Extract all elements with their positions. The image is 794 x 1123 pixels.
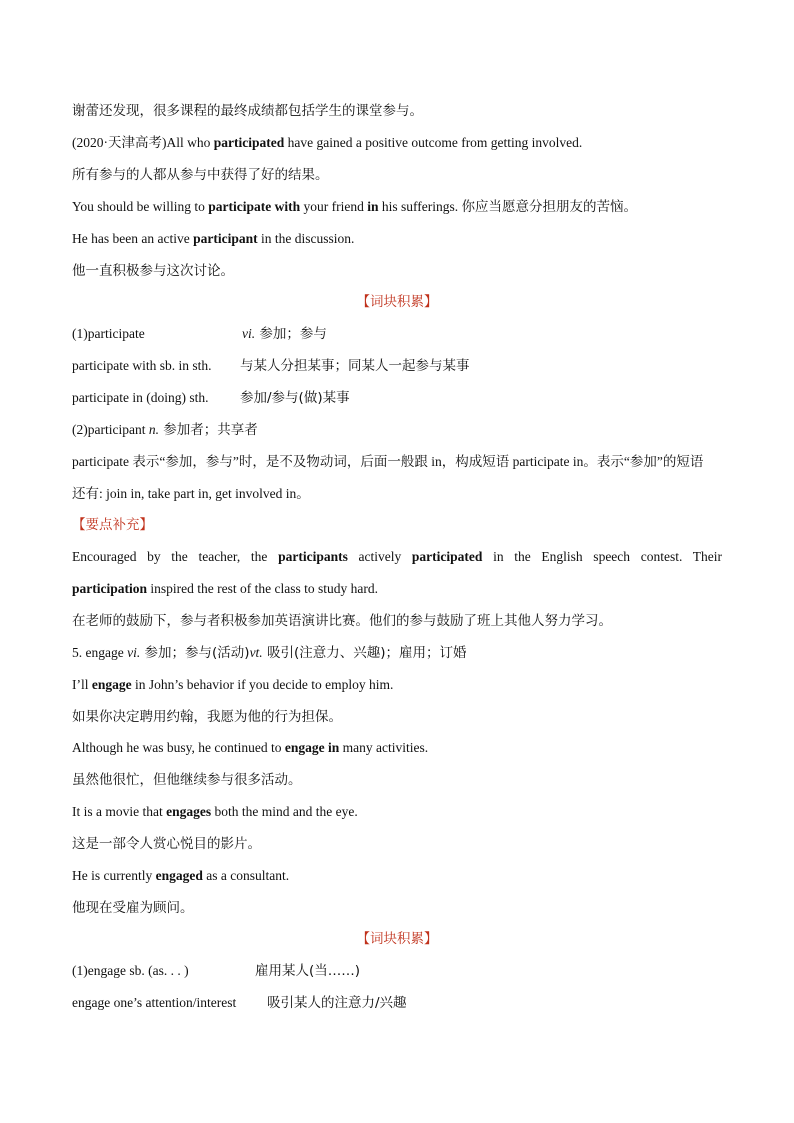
vocab-entry: (1)engage sb. (as. . . ) 雇用某人(当……) bbox=[72, 963, 361, 979]
translation-line: 如果你决定聘用约翰，我愿为他的行为担保。 bbox=[72, 709, 342, 725]
example-sentence: participation inspired the rest of the class to study hard. bbox=[72, 581, 378, 596]
translation-line: 所有参与的人都从参与中获得了好的结果。 bbox=[72, 167, 329, 183]
word-entry-engage: 5. engage vi. 参加；参与(活动)vt. 吸引(注意力、兴趣)；雇用；订婚 bbox=[72, 645, 467, 661]
translation-line: 在老师的鼓励下，参与者积极参加英语演讲比赛。他们的参与鼓励了班上其他人努力学习。 bbox=[72, 613, 612, 629]
vocab-entry: engage one’s attention/interest 吸引某人的注意力/兴趣 bbox=[72, 995, 407, 1011]
example-sentence: It is a movie that engages both the mind and the eye. bbox=[72, 804, 358, 819]
example-sentence: Although he was busy, he continued to engage in many activities. bbox=[72, 740, 429, 755]
translation-line: 虽然他很忙，但他继续参与很多活动。 bbox=[72, 772, 302, 788]
section-heading: 【词块积累】 bbox=[356, 931, 438, 947]
vocab-entry: participate with sb. in sth. 与某人分担某事；同某人一起参与某事 bbox=[72, 358, 470, 374]
example-sentence: He has been an active participant in the discussion. bbox=[72, 231, 355, 246]
example-sentence: Encouraged by the teacher, the participants actively participated in the English speech contest. Their bbox=[72, 549, 722, 564]
translation-line: 他一直积极参与这次讨论。 bbox=[72, 263, 234, 279]
example-sentence: I’ll engage in John’s behavior if you decide to employ him. bbox=[72, 677, 394, 692]
translation-line: 这是一部令人赏心悦目的影片。 bbox=[72, 836, 261, 852]
vocab-entry: participate in (doing) sth. 参加/参与(做)某事 bbox=[72, 390, 350, 406]
note-line: participate 表示“参加，参与”时，是不及物动词，后面一般跟 in，构成短语 participate in。表示“参加”的短语 bbox=[72, 454, 704, 469]
vocab-entry: (1)participate vi. 参加；参与 bbox=[72, 326, 327, 342]
example-sentence: (2020·天津高考)All who participated have gained a positive outcome from getting involved. bbox=[72, 135, 583, 150]
example-sentence: You should be willing to participate with your friend in his sufferings. 你应当愿意分担朋友的苦恼。 bbox=[72, 199, 638, 214]
section-heading: 【词块积累】 bbox=[356, 294, 438, 310]
note-line: 还有: join in, take part in, get involved in。 bbox=[72, 486, 310, 501]
text-line: 谢蕾还发现，很多课程的最终成绩都包括学生的课堂参与。 bbox=[72, 103, 423, 119]
translation-line: 他现在受雇为顾问。 bbox=[72, 900, 194, 916]
vocab-entry: (2)participant n. 参加者；共享者 bbox=[72, 422, 258, 438]
section-heading: 【要点补充】 bbox=[72, 517, 153, 533]
example-sentence: He is currently engaged as a consultant. bbox=[72, 868, 290, 883]
